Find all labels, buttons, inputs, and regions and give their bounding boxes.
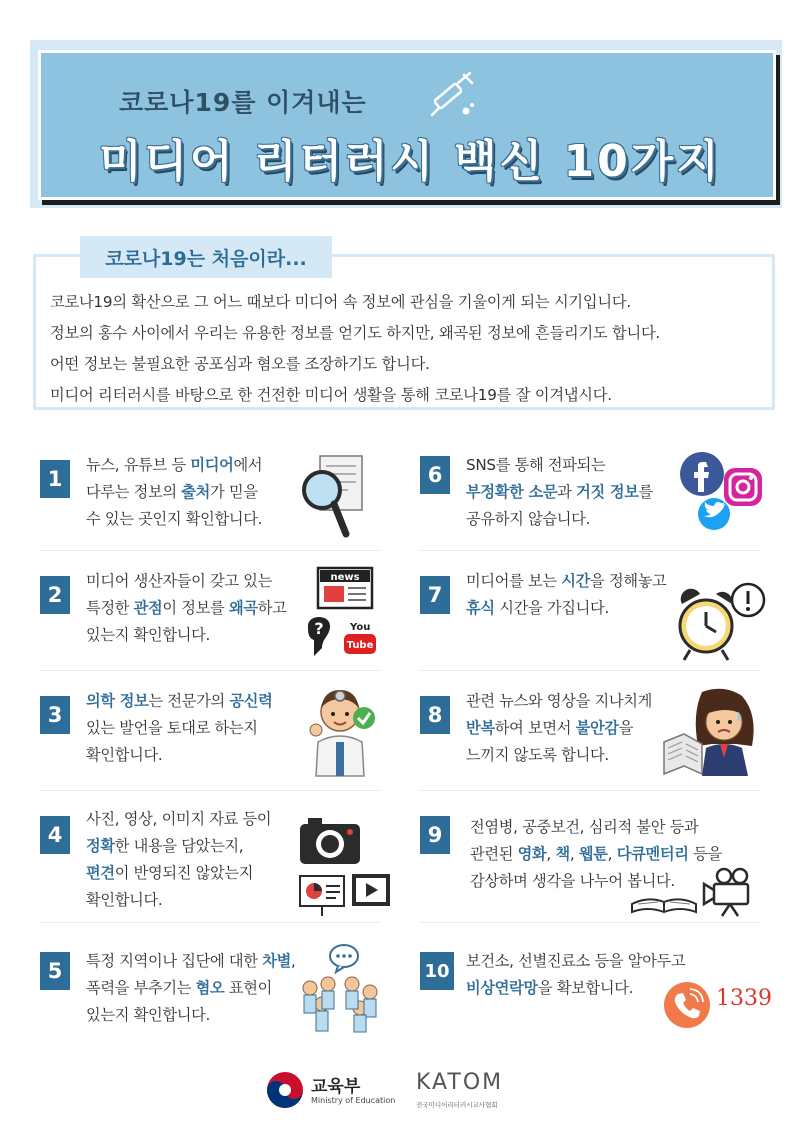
instagram-icon — [724, 468, 762, 506]
svg-text:You: You — [350, 622, 371, 633]
item-number: 5 — [40, 952, 70, 990]
ministry-name: 교육부 — [311, 1077, 361, 1097]
item-text: 의학 정보는 전문가의 공신력 있는 발언을 토대로 하는지 확인합니다. — [86, 692, 273, 764]
intro-line: 코로나19의 확산으로 그 어느 때보다 미디어 속 정보에 관심을 기울이게 되는 시기입니다. — [50, 293, 631, 311]
item-number: 9 — [420, 816, 450, 854]
item-text: 사진, 영상, 이미지 자료 등이 정확한 내용을 담았는지, 편견이 반영되진 않았는지 확인합니다. — [86, 810, 272, 909]
item-text: 관련 뉴스와 영상을 지나치게 반복하여 보면서 불안감을 느끼지 않도록 합니다. — [466, 692, 653, 764]
item-text: 전염병, 공중보건, 심리적 불안 등과 관련된 영화, 책, 웹툰, 다큐멘터리 등을 감상하며 생각을 나누어 봅니다. — [470, 818, 722, 890]
item-text: 보건소, 선별진료소 등을 알아두고 비상연락망을 확보합니다. — [466, 952, 686, 997]
item-number: 3 — [40, 696, 70, 734]
header-subtitle: 코로나19를 이겨내는 — [119, 88, 367, 117]
phone-number: 1339 — [716, 986, 772, 1011]
item-text: 미디어를 보는 시간을 정해놓고 휴식 시간을 가집니다. — [466, 572, 667, 617]
intro-tab — [80, 236, 332, 278]
ministry-of-education-logo — [265, 1068, 405, 1114]
svg-text:news: news — [330, 572, 360, 583]
header-banner — [38, 50, 776, 200]
camera-media-icon — [296, 812, 394, 920]
intro-tab-label: 코로나19는 처음이라... — [105, 247, 307, 270]
header-title: 미디어 리터러시 백신 10가지 — [99, 136, 722, 187]
item-text: 뉴스, 유튜브 등 미디어에서 다루는 정보의 출처가 믿을 수 있는 곳인지 확인합니다. — [86, 456, 263, 528]
item-number: 8 — [420, 696, 450, 734]
svg-text:Tube: Tube — [346, 640, 374, 651]
phone-icon — [662, 980, 712, 1030]
item-number: 2 — [40, 576, 70, 614]
alarm-clock-icon — [676, 580, 772, 664]
item-number: 7 — [420, 576, 450, 614]
intro-text — [36, 287, 772, 411]
taegeuk-icon — [265, 1070, 305, 1110]
katom-name: KATOM — [416, 1070, 504, 1095]
katom-logo — [416, 1068, 516, 1114]
divider — [40, 922, 380, 923]
item-number: 6 — [420, 456, 450, 494]
ministry-english-name: Ministry of Education — [311, 1096, 396, 1105]
sns-icons — [678, 448, 768, 532]
item-number: 4 — [40, 816, 70, 854]
magnifier-document-icon — [298, 452, 368, 540]
people-group-icon — [298, 942, 384, 1034]
intro-line: 미디어 리터러시를 바탕으로 한 건전한 미디어 생활을 통해 코로나19를 잘 이겨냅시다. — [50, 386, 612, 404]
item-text: 특정 지역이나 집단에 대한 차별, 폭력을 부추기는 혐오 표현이 있는지 확인합니다. — [86, 952, 296, 1024]
item-number: 1 — [40, 460, 70, 498]
intro-line: 정보의 홍수 사이에서 우리는 유용한 정보를 얻기도 하지만, 왜곡된 정보에 흔들리기도 합니다. — [50, 324, 661, 342]
item-number: 10 — [420, 952, 454, 990]
doctor-icon — [300, 682, 380, 778]
intro-line: 어떤 정보는 불필요한 공포심과 혐오를 조장하기도 합니다. — [50, 355, 430, 373]
anxious-woman-newspaper-icon — [662, 684, 768, 776]
katom-full-name: 전국미디어리터러시교사협회 — [416, 1101, 498, 1109]
syringe-icon — [426, 71, 478, 123]
item-text: 미디어 생산자들이 갖고 있는 특정한 관점이 정보를 왜곡하고 있는지 확인합니다. — [86, 572, 287, 644]
svg-text:?: ? — [314, 619, 324, 638]
facebook-icon — [680, 452, 724, 496]
twitter-icon — [698, 498, 730, 530]
news-youtube-icon — [304, 566, 378, 662]
item-text: SNS를 통해 전파되는 부정확한 소문과 거짓 정보를 공유하지 않습니다. — [466, 456, 653, 528]
book-camera-icon — [630, 866, 760, 918]
